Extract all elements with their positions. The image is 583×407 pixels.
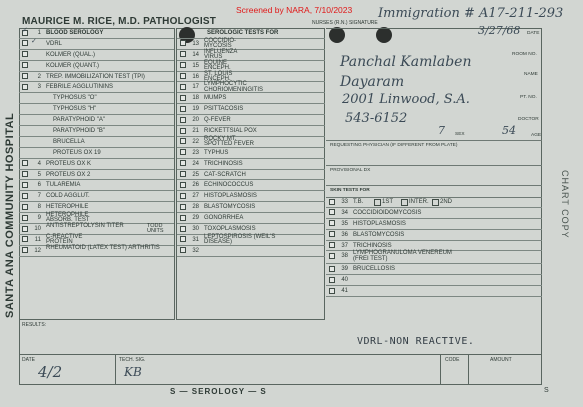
test-row[interactable]: 9 HETEROPHILE ABSORB. TEST <box>19 213 174 224</box>
tech-sig-value: KB <box>124 365 142 379</box>
sex-value: 7 <box>438 124 445 137</box>
checkbox[interactable] <box>180 40 186 46</box>
skin-tests-list <box>326 197 542 297</box>
date-value: 3/27/68 <box>478 24 521 37</box>
hospital-name: SANTA ANA COMMUNITY HOSPITAL <box>4 112 16 318</box>
checkbox[interactable] <box>180 106 186 112</box>
patient-phone: 543-6152 <box>345 111 408 126</box>
checkbox[interactable] <box>22 247 28 253</box>
checkbox[interactable] <box>22 160 28 166</box>
checkbox[interactable] <box>22 182 28 188</box>
checkbox[interactable] <box>180 149 186 155</box>
checkbox[interactable] <box>180 95 186 101</box>
amount-label: AMOUNT <box>490 357 512 363</box>
test-row[interactable]: 7 COLD AGGLUT. <box>19 191 174 202</box>
checkbox[interactable] <box>180 215 186 221</box>
test-row[interactable]: 27 HISTOPLASMOSIS <box>177 191 325 202</box>
checkbox[interactable] <box>180 182 186 188</box>
checkbox[interactable] <box>329 199 335 205</box>
test-row[interactable]: 19 PSITTACOSIS <box>177 104 325 115</box>
checkbox[interactable] <box>329 266 335 272</box>
checkbox[interactable] <box>180 236 186 242</box>
form-title: S — SEROLOGY — S <box>170 387 267 396</box>
skin-row[interactable]: 40 <box>326 275 542 286</box>
divider <box>326 185 542 186</box>
checkbox[interactable] <box>180 62 186 68</box>
test-row[interactable]: 26 ECHINOCOCCUS <box>177 180 325 191</box>
room-label: ROOM NO. <box>512 52 537 57</box>
age-value: 54 <box>502 124 516 137</box>
test-row[interactable]: 28 BLASTOMYCOSIS <box>177 202 325 213</box>
test-row[interactable]: 30 TOXOPLASMOSIS <box>177 224 325 235</box>
tech-sig-label: TECH. SIG. <box>119 357 146 363</box>
checkbox[interactable] <box>22 236 28 242</box>
test-row[interactable]: 10 ANTISTREPTOLYSIN TITER TODD UNITS <box>19 224 174 235</box>
checkbox-inter[interactable] <box>401 199 408 206</box>
column-header: SEROLOGIC TESTS FOR <box>177 28 325 39</box>
checkbox[interactable] <box>180 138 186 144</box>
checkbox[interactable] <box>329 209 335 215</box>
test-row[interactable]: 18 MUMPS <box>177 93 325 104</box>
test-row[interactable]: 22 ROCKY MT. SPOTTED FEVER <box>177 137 325 148</box>
checkbox[interactable] <box>22 51 28 57</box>
checkbox[interactable] <box>329 220 335 226</box>
test-row[interactable]: 23 TYPHUS <box>177 148 325 159</box>
checkbox[interactable] <box>22 171 28 177</box>
test-row[interactable]: KOLMER (QUANT.) <box>19 61 174 72</box>
test-row[interactable]: 31 LEPTOSPIROSIS (WEIL'S DISEASE) <box>177 235 325 246</box>
divider <box>440 354 441 385</box>
footer-date-label: DATE <box>22 357 35 363</box>
skin-row[interactable]: 34 COCCIDIOIDOMYCOSIS <box>326 208 542 219</box>
divider <box>326 165 542 166</box>
checkbox[interactable] <box>180 204 186 210</box>
test-row[interactable]: 25 CAT-SCRATCH <box>177 170 325 181</box>
test-row[interactable]: 29 GONORRHEA <box>177 213 325 224</box>
nara-stamp: Screened by NARA, 7/10/2023 <box>236 5 353 15</box>
checkbox[interactable] <box>329 242 335 248</box>
test-row[interactable]: ✓ VDRL <box>19 39 174 50</box>
test-row[interactable]: KOLMER (QUAL.) <box>19 50 174 61</box>
test-row[interactable]: PROTEUS OX 19 <box>19 148 174 159</box>
pathologist-header: MAURICE M. RICE, M.D. PATHOLOGIST <box>22 16 217 27</box>
test-row[interactable]: 15 EQUINE ENCEPH. <box>177 61 325 72</box>
test-row[interactable]: 14 INFLUENZA VIRUS <box>177 50 325 61</box>
checkbox-2nd[interactable] <box>432 199 439 206</box>
chart-copy-label: CHART COPY <box>560 170 570 239</box>
checkbox[interactable] <box>180 73 186 79</box>
patient-address: 2001 Linwood, S.A. <box>342 92 470 107</box>
provisional-dx-label: PROVISIONAL DX <box>330 168 371 173</box>
checkbox[interactable] <box>180 160 186 166</box>
test-row[interactable]: ✓ 1 BLOOD SEROLOGY <box>19 28 174 39</box>
test-row[interactable]: 21 RICKETTSIAL POX <box>177 126 325 137</box>
checkbox[interactable] <box>180 247 186 253</box>
doctor-label: DOCTOR <box>518 117 539 122</box>
test-row[interactable]: 2 TREP. IMMOBILIZATION TEST (TPI) <box>19 72 174 83</box>
checkbox[interactable] <box>180 117 186 123</box>
skin-row[interactable]: 35 HISTOPLASMOSIS <box>326 219 542 230</box>
test-row[interactable]: 8 HETEROPHILE <box>19 202 174 213</box>
skin-row-tb[interactable]: 33 T.B. 1ST INTER. 2ND <box>326 197 542 208</box>
date-label: DATE <box>527 31 540 36</box>
form-code: S <box>544 387 549 394</box>
checkbox[interactable] <box>22 84 28 90</box>
test-row[interactable]: 3 FEBRILE AGGLUTININS <box>19 82 174 93</box>
results-value: VDRL-NON REACTIVE. <box>357 336 475 347</box>
checkbox[interactable] <box>180 84 186 90</box>
divider <box>19 354 542 355</box>
checkbox[interactable] <box>180 226 186 232</box>
test-row[interactable]: PARATYPHOID "B" <box>19 126 174 137</box>
test-row[interactable]: PARATYPHOID "A" <box>19 115 174 126</box>
footer-date-value: 4/2 <box>38 363 63 381</box>
skin-row[interactable]: 37 TRICHINOSIS <box>326 241 542 252</box>
checkbox[interactable] <box>329 288 335 294</box>
skin-row[interactable]: 38 LYMPHOGRANULOMA VENEREUM (FREI TEST) <box>326 251 542 264</box>
checkbox[interactable] <box>180 128 186 134</box>
patient-name: Panchal Kamlaben Dayaram <box>340 54 472 90</box>
test-row[interactable]: 20 Q-FEVER <box>177 115 325 126</box>
left-tests-column <box>19 28 174 257</box>
results-label: RESULTS: <box>22 322 47 328</box>
divider <box>326 140 542 141</box>
sex-label: SEX <box>455 132 465 137</box>
checkbox[interactable] <box>329 231 335 237</box>
test-row[interactable]: 11 C-REACTIVE PROTEIN <box>19 235 174 246</box>
test-row[interactable]: 5 PROTEUS OX 2 <box>19 170 174 181</box>
divider <box>468 354 469 385</box>
test-row[interactable]: 32 <box>177 246 325 257</box>
checkbox[interactable] <box>22 40 28 46</box>
checkbox[interactable] <box>22 204 28 210</box>
checkbox[interactable] <box>22 62 28 68</box>
checkbox[interactable] <box>22 193 28 199</box>
skin-row[interactable]: 41 <box>326 286 542 297</box>
test-row[interactable]: 17 LYMPHOCYTIC CHORIOMENINGITIS <box>177 82 325 93</box>
checkbox[interactable] <box>329 277 335 283</box>
checkbox[interactable] <box>22 226 28 232</box>
test-row[interactable]: 13 COCCIDIO- MYCOSIS <box>177 39 325 50</box>
immigration-number: Immigration # A17-211-293 <box>378 6 564 21</box>
pt-no-label: PT. NO. <box>520 95 537 100</box>
test-row[interactable]: 16 ST. LOUIS ENCEPH. <box>177 72 325 83</box>
code-label: CODE <box>445 357 460 363</box>
checkbox[interactable] <box>329 253 335 259</box>
test-row[interactable]: 12 RHEUMATOID (LATEX TEST) ARTHRITIS <box>19 246 174 257</box>
checkbox-1st[interactable] <box>374 199 381 206</box>
checkbox[interactable] <box>22 215 28 221</box>
test-row[interactable]: TYPHOSUS "O" <box>19 93 174 104</box>
test-row[interactable]: 4 PROTEUS OX K <box>19 159 174 170</box>
checkbox[interactable] <box>180 51 186 57</box>
test-row[interactable]: 6 TULAREMIA <box>19 180 174 191</box>
middle-tests-column <box>177 28 325 257</box>
name-label: NAME <box>524 72 538 77</box>
checkbox[interactable] <box>180 193 186 199</box>
checkbox[interactable] <box>22 73 28 79</box>
requesting-physician-label: REQUESTING PHYSICIAN (IF DIFFERENT FROM PLATE) <box>330 143 458 148</box>
results-area <box>19 320 542 385</box>
age-label: AGE <box>531 133 542 138</box>
skin-row[interactable]: 36 BLASTOMYCOSIS <box>326 230 542 241</box>
checkbox[interactable] <box>180 171 186 177</box>
test-row[interactable]: 24 TRICHINOSIS <box>177 159 325 170</box>
skin-row[interactable]: 39 BRUCELLOSIS <box>326 264 542 275</box>
test-row[interactable]: TYPHOSUS "H" <box>19 104 174 115</box>
test-row[interactable]: BRUCELLA <box>19 137 174 148</box>
divider <box>115 354 116 385</box>
skin-tests-header: SKIN TESTS FOR <box>330 188 370 193</box>
nurses-signature-label: NURSES (R.N.) SIGNATURE <box>312 20 378 26</box>
